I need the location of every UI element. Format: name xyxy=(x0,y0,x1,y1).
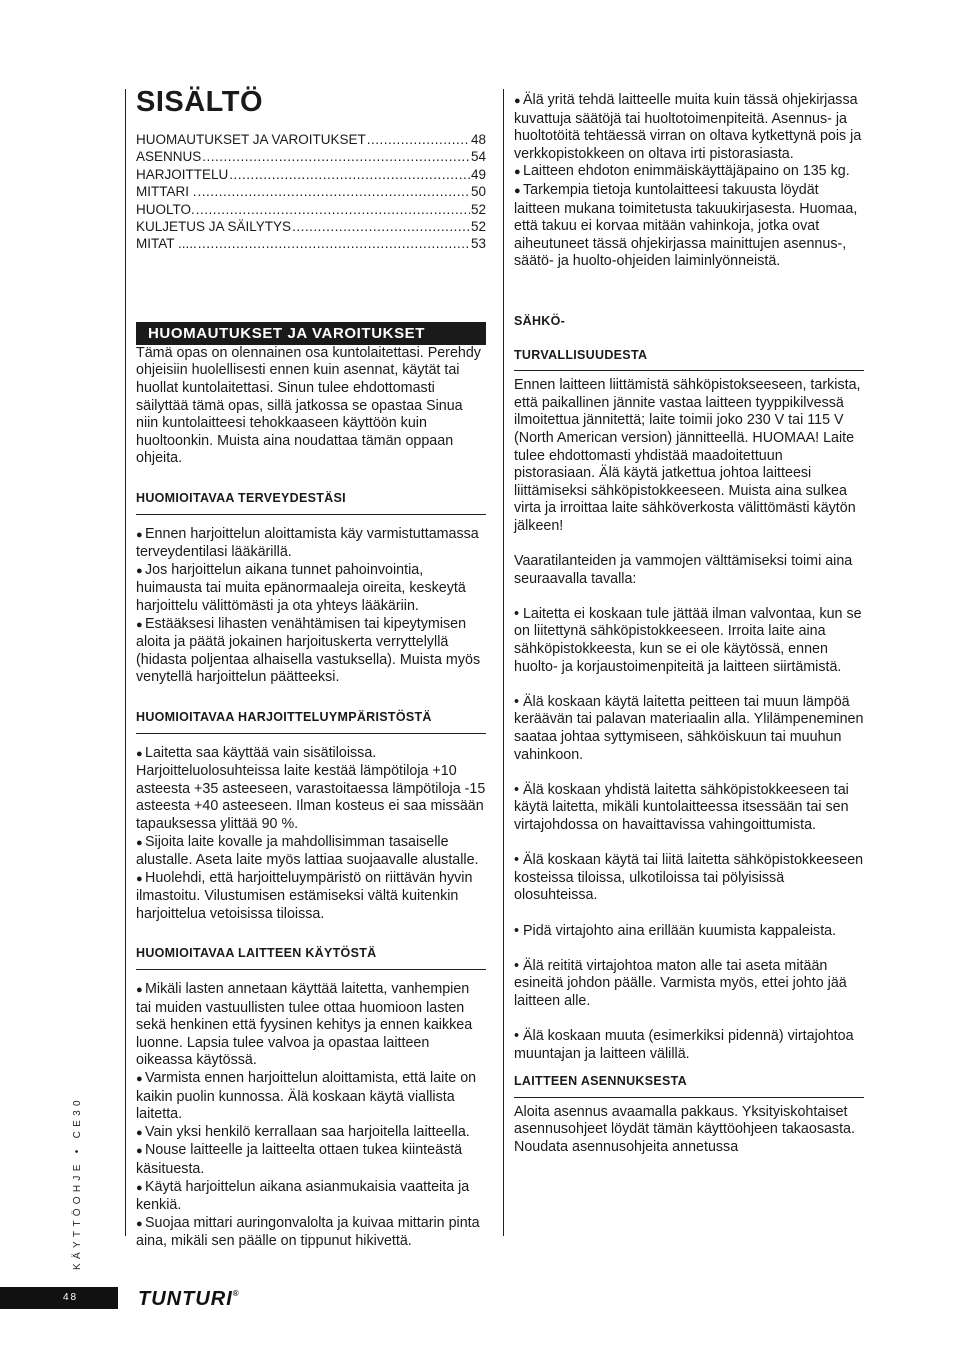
toc-page: 53 xyxy=(470,236,486,252)
bullet-icon: ● xyxy=(136,872,143,885)
intro-paragraph: Tämä opas on olennainen osa kuntolaitettasi. Perehdy ohjeisiin huolellisesti ennen kuin asennat, käytät tai huollat kuntolaitettasi. Sinun tulee ehdottomasti säilyttää tämä opas, sillä jatkossa se opastaa Sinua niin kuntolaitteesi tehokkaaseen käyttöön kuin huoltoonkin. Muista aina noudattaa tämän oppaan ohjeita. xyxy=(136,344,481,467)
list-item: ● Estääksesi lihasten venähtämisen tai kipeytymisen aloita ja päätä jokainen harjoituskerta verryttelyllä (hidasta poljentaa alhaisella vastuksella). Muista myös venytellä harjoittelun päätteeksi. xyxy=(136,615,481,686)
list-item: ● Nouse laitteelle ja laitteelta ottaen tukea kiinteästä käsituesta. xyxy=(136,1142,463,1177)
list-item: ● Sijoita laite kovalle ja mahdollisimman tasaiselle alustalle. Aseta laite myös lattiaa suojaavalle alustalle. xyxy=(136,833,479,869)
list-item: ● Ennen harjoittelun aloittamista käy varmistuttamassa terveydentilasi lääkärillä. xyxy=(136,525,479,561)
toc-page: 50 xyxy=(470,184,486,200)
bullet-icon: ● xyxy=(136,1126,143,1139)
bullet-icon: ● xyxy=(514,184,521,197)
list-item: ● Laitteen ehdoton enimmäiskäyttäjäpaino on 135 kg. xyxy=(514,163,864,182)
list-item: ● Älä yritä tehdä laitteelle muita kuin tässä ohjekirjassa kuvattuja säätöjä tai huoltotoimenpiteitä. Asennus- ja huoltotöitä tehtäessä virran on oltava kytkettynä pois ja verkkopistokkeen on oltava irti pistorasiasta. xyxy=(514,92,862,162)
registered-mark: ® xyxy=(232,1289,240,1298)
bullet-icon: ● xyxy=(136,747,143,760)
electrical-heading-line2: TURVALLISUUDESTA xyxy=(514,347,864,372)
toc-page: 52 xyxy=(470,201,486,217)
list-item: ● Jos harjoittelun aikana tunnet pahoinvointia, huimausta tai muita epänormaaleja oireita, keskeytä harjoittelu välittömästi ja ota yhteys lääkäriin. xyxy=(136,561,466,614)
list-item: ● Huolehdi, että harjoitteluympäristö on riittävän hyvin ilmastoitu. Vilustumisen estämiseksi vältä kuitenkin harjoittelua vetoisissa tiloissa. xyxy=(136,869,473,922)
installation-text: Aloita asennus avaamalla pakkaus. Yksityiskohtaiset asennusohjeet löydät tämän käyttöohjeen takaosasta. Noudata asennusohjeita annetussa xyxy=(514,1103,855,1156)
brand-logo: TUNTURI® xyxy=(138,1288,240,1310)
list-item: • Älä koskaan muuta (esimerkiksi pidennä) virtajohtoa muuntajan ja laitteen välillä. xyxy=(514,1028,854,1062)
usage-heading: HUOMIOITAVAA LAITTEEN KÄYTÖSTÄ xyxy=(136,945,486,970)
list-item: • Pidä virtajohto aina erillään kuumista kappaleista. xyxy=(514,922,837,939)
list-item: ● Varmista ennen harjoittelun aloittamista, että laite on kaikin puolin kunnossa. Älä koskaan käytä viallista laitetta. xyxy=(136,1070,477,1123)
bullet-icon: ● xyxy=(514,166,521,179)
bullet-icon: ● xyxy=(136,528,143,541)
manual-side-label: KÄYTTÖOHJE • CE30 xyxy=(72,1096,83,1270)
left-column xyxy=(136,86,486,1251)
toc-item[interactable]: ASENNUS ..... 54 xyxy=(136,148,486,165)
toc-page: 48 xyxy=(470,132,486,147)
toc-item[interactable]: HUOMAUTUKSET JA VAROITUKSET ..... 48 xyxy=(136,131,486,148)
list-item: ● Vain yksi henkilö kerrallaan saa harjoitella laitteella. xyxy=(136,1124,486,1143)
list-item: ● Mikäli lasten annetaan käyttää laitetta, vanhempien tai muiden vastuullisten tulee ottaa huomioon lasten sekä henkinen että fyysinen kehitys ja ennen kaikkea luonne. Lapsia tulee valvoa ja opastaa laitteen oikeassa käytössä. xyxy=(136,981,473,1069)
health-heading: HUOMIOITAVAA TERVEYDESTÄSI xyxy=(136,490,486,515)
list-item: ● Laitetta saa käyttää vain sisätiloissa. Harjoitteluolosuhteissa laite kestää lämpötiloja +10 asteesta +35 asteeseen, varastoitaessa lämpötiloja -15 asteesta +40 asteeseen. Ilman kosteus ei saa missään tapauksessa ylittää 90 %. xyxy=(136,744,486,832)
toc-page: 52 xyxy=(470,219,486,235)
table-of-contents xyxy=(136,131,486,253)
bullet-icon: ● xyxy=(136,1217,143,1230)
section-heading-bar: HUOMAUTUKSET JA VAROITUKSET xyxy=(136,322,486,345)
toc-item[interactable]: MITTARI . ..... 50 xyxy=(136,183,486,200)
toc-item[interactable]: HARJOITTELU ..... 49 xyxy=(136,166,486,183)
page-number-box xyxy=(0,1287,118,1309)
list-item: • Älä koskaan käytä laitetta peitteen tai muun lämpöä keräävän tai palavan materiaalin alla. Ylilämpeneminen saataa johtaa syttymiseen, sähköiskuun tai muuhun vahinkoon. xyxy=(514,693,864,763)
contents-title: SISÄLTÖ xyxy=(136,86,264,118)
list-item: ● Käytä harjoittelun aikana asianmukaisia vaatteita ja kenkiä. xyxy=(136,1178,470,1214)
toc-page: 54 xyxy=(470,149,486,165)
bullet-icon: ● xyxy=(136,1145,143,1158)
list-item: ● Suojaa mittari auringonvalolta ja kuivaa mittarin pinta aina, mikäli sen päälle on tippunut hikivettä. xyxy=(136,1214,480,1250)
list-item: • Älä reititä virtajohtoa maton alle tai aseta mitään esineitä johdon päälle. Varmista myös, ettei johto jää laitteen alle. xyxy=(514,957,847,1009)
toc-item[interactable]: MITAT ..... ..... 53 xyxy=(136,235,486,252)
electrical-heading-line1: SÄHKÖ- xyxy=(514,313,566,328)
bullet-icon: ● xyxy=(136,836,143,849)
electrical-lead: Vaaratilanteiden ja vammojen välttämiseksi toimi aina seuraavalla tavalla: xyxy=(514,553,853,587)
toc-item[interactable]: HUOLTO. ..... 52 xyxy=(136,201,486,218)
environment-heading: HUOMIOITAVAA HARJOITTELUYMPÄRISTÖSTÄ xyxy=(136,709,486,734)
bullet-icon: ● xyxy=(514,95,521,107)
right-column xyxy=(514,92,864,1157)
bullet-icon: ● xyxy=(136,1181,143,1194)
list-item: ● Tarkempia tietoja kuntolaitteesi takuusta löydät laitteen mukana toimitetusta takuukirjasesta. Huomaa, että takuu ei korvaa mitään vahinkoja, jotka ovat aiheutuneet tässä ohjekirjassa mainittujen asennus-, säätö- ja huolto-ohjeiden laiminlyönneistä. xyxy=(514,181,858,270)
bullet-icon: ● xyxy=(136,618,143,631)
installation-heading: LAITTEEN ASENNUKSESTA xyxy=(514,1073,864,1098)
bullet-icon: ● xyxy=(136,1073,143,1086)
left-column-rule xyxy=(125,89,126,1236)
toc-page: 49 xyxy=(470,166,486,182)
list-item: • Älä koskaan käytä tai liitä laitetta sähköpistokkeeseen kosteissa tiloissa, ulkotiloissa tai pölyisissä olosuhteissa. xyxy=(514,852,864,904)
bullet-icon: ● xyxy=(136,564,143,577)
list-item: • Laitetta ei koskaan tule jättää ilman valvontaa, kun se on liitettynä sähköpistokkeeseen. Irroita laite aina sähköpistokkeesta, kun se ei ole käytössä, ennen huolto- ja korjaustoimenpiteitä ja laitteen siirtämistä. xyxy=(514,605,862,675)
toc-item[interactable]: KULJETUS JA SÄILYTYS ..... 52 xyxy=(136,218,486,235)
page-number: 48 xyxy=(63,1292,79,1303)
bullet-icon: ● xyxy=(136,984,143,997)
list-item: • Älä koskaan yhdistä laitetta sähköpistokkeeseen tai käytä laitetta, mikäli kuntolaitteessa itsessään tai sen virtajohdossa on havaittavissa vahingoittumista. xyxy=(514,781,849,833)
right-column-rule xyxy=(503,89,504,1236)
electrical-intro: Ennen laitteen liittämistä sähköpistokseeseen, tarkista, että paikallinen jännite vastaa laitteen tyyppikilvessä ilmoitettua jännitettä; laite toimii joko 230 V tai 115 V (North American version) jännitteellä. HUOMAA! Laite tulee ehdottomasti yhdistää maadoitettuun pistorasiaan. Älä käytä jatkettua johtoa laitteesi liittämiseksi sähköpistokkeeseen. Muista aina sulkea virta ja irroittaa laite sähköverkosta välittömästi käytön jälkeen! xyxy=(514,377,861,534)
